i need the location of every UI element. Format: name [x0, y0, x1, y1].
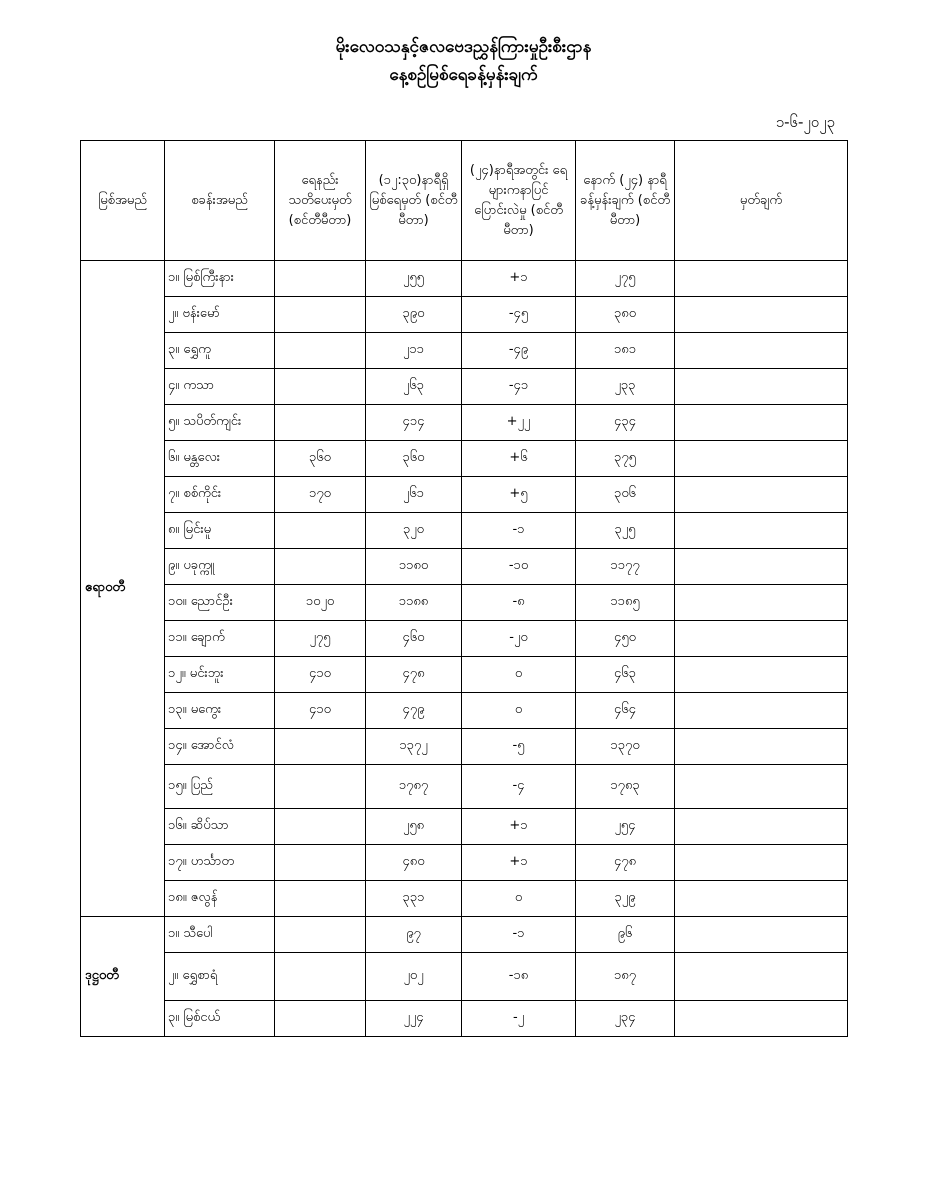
station-cell: ၈။ မြင်းမူ	[165, 513, 275, 549]
change-cell: -၄၅	[462, 297, 576, 333]
observed-level-cell: ၃၉၀	[366, 297, 462, 333]
observed-level-cell: ၂၅၅	[366, 261, 462, 297]
station-cell: ၁၈။ ဇလွန်	[165, 881, 275, 917]
danger-level-cell: ၁၇၀	[275, 477, 366, 513]
observed-level-cell: ၂၆၃	[366, 369, 462, 405]
table-row	[81, 441, 848, 477]
station-cell: ၃။ မြစ်ငယ်	[165, 1001, 275, 1037]
forecast-cell: ၉၆	[576, 917, 675, 953]
danger-level-cell	[275, 881, 366, 917]
header-change-24h: (၂၄)နာရီအတွင်း ရေများကနာပြင် ပြောင်းလဲမှု (စင်တီမီတာ)	[462, 141, 576, 261]
remarks-cell	[675, 333, 848, 369]
station-cell: ၅။ သပိတ်ကျင်း	[165, 405, 275, 441]
table-row	[81, 549, 848, 585]
station-cell: ၇။ စစ်ကိုင်း	[165, 477, 275, 513]
table-row	[81, 405, 848, 441]
table-row	[81, 513, 848, 549]
remarks-cell	[675, 657, 848, 693]
observed-level-cell: ၃၃၁	[366, 881, 462, 917]
remarks-cell	[675, 729, 848, 765]
forecast-cell: ၁၁၇၇	[576, 549, 675, 585]
station-cell: ၁၇။ ဟင်္သာတ	[165, 845, 275, 881]
table-row	[81, 809, 848, 845]
report-date: ၁-၆-၂၀၂၃	[775, 113, 835, 131]
station-cell: ၁၂။ မင်းဘူး	[165, 657, 275, 693]
remarks-cell	[675, 693, 848, 729]
danger-level-cell: ၄၁၀	[275, 693, 366, 729]
forecast-cell: ၄၇၈	[576, 845, 675, 881]
danger-level-cell	[275, 369, 366, 405]
table-row	[81, 477, 848, 513]
header-station: စခန်းအမည်	[165, 141, 275, 261]
observed-level-cell: ၄၇၉	[366, 693, 462, 729]
observed-level-cell: ၁၇၈၇	[366, 765, 462, 809]
danger-level-cell	[275, 333, 366, 369]
table-row	[81, 333, 848, 369]
change-cell: -၄၁	[462, 369, 576, 405]
danger-level-cell	[275, 765, 366, 809]
remarks-cell	[675, 585, 848, 621]
remarks-cell	[675, 845, 848, 881]
forecast-cell: ၁၁၈၅	[576, 585, 675, 621]
danger-level-cell	[275, 513, 366, 549]
report-title: မိုးလေဝသနှင့်ဇလဗေဒညွှန်ကြားမှုဦးစီးဌာန	[335, 37, 592, 57]
remarks-cell	[675, 513, 848, 549]
remarks-cell	[675, 261, 848, 297]
forecast-cell: ၄၃၄	[576, 405, 675, 441]
remarks-cell	[675, 549, 848, 585]
observed-level-cell: ၁၁၈၈	[366, 585, 462, 621]
danger-level-cell	[275, 729, 366, 765]
change-cell: -၂၀	[462, 621, 576, 657]
change-cell: ၀	[462, 657, 576, 693]
forecast-cell: ၃၈၀	[576, 297, 675, 333]
forecast-cell: ၃၀၆	[576, 477, 675, 513]
change-cell: -၄	[462, 765, 576, 809]
danger-level-cell	[275, 917, 366, 953]
remarks-cell	[675, 405, 848, 441]
river-level-table	[80, 140, 848, 1037]
station-cell: ၁။ သီပေါ	[165, 917, 275, 953]
forecast-cell: ၄၅၀	[576, 621, 675, 657]
remarks-cell	[675, 369, 848, 405]
remarks-cell	[675, 621, 848, 657]
remarks-cell	[675, 297, 848, 333]
table-row	[81, 693, 848, 729]
danger-level-cell	[275, 1001, 366, 1037]
change-cell: ၀	[462, 693, 576, 729]
observed-level-cell: ၉၇	[366, 917, 462, 953]
danger-level-cell: ၃၆၀	[275, 441, 366, 477]
forecast-cell: ၃၂၉	[576, 881, 675, 917]
danger-level-cell	[275, 549, 366, 585]
observed-level-cell: ၂၁၁	[366, 333, 462, 369]
table-row	[81, 1001, 848, 1037]
table-row	[81, 917, 848, 953]
danger-level-cell: ၄၁၀	[275, 657, 366, 693]
danger-level-cell	[275, 261, 366, 297]
station-cell: ၂။ ရွှေစာရံ	[165, 953, 275, 1001]
change-cell: +၁	[462, 261, 576, 297]
station-cell: ၁၀။ ညောင်ဦး	[165, 585, 275, 621]
observed-level-cell: ၄၈၀	[366, 845, 462, 881]
table-row	[81, 657, 848, 693]
observed-level-cell: ၁၃၇၂	[366, 729, 462, 765]
observed-level-cell: ၁၁၈၀	[366, 549, 462, 585]
danger-level-cell	[275, 845, 366, 881]
station-cell: ၆။ မန္တလေး	[165, 441, 275, 477]
change-cell: -၁၈	[462, 953, 576, 1001]
table-row	[81, 953, 848, 1001]
change-cell: +၁	[462, 809, 576, 845]
change-cell: -၁	[462, 917, 576, 953]
river-name-cell: ဒုဋ္ဌဝတီ	[81, 917, 165, 1037]
table-row	[81, 621, 848, 657]
observed-level-cell: ၃၆၀	[366, 441, 462, 477]
forecast-cell: ၁၇၈၃	[576, 765, 675, 809]
forecast-cell: ၂၃၃	[576, 369, 675, 405]
remarks-cell	[675, 477, 848, 513]
danger-level-cell	[275, 405, 366, 441]
header-danger-level: ရေနည်း သတိပေးမှတ် (စင်တီမီတာ)	[275, 141, 366, 261]
forecast-cell: ၁၃၇၀	[576, 729, 675, 765]
remarks-cell	[675, 441, 848, 477]
change-cell: -၅	[462, 729, 576, 765]
change-cell: -၈	[462, 585, 576, 621]
table-row	[81, 845, 848, 881]
table-row	[81, 765, 848, 809]
forecast-cell: ၁၈၁	[576, 333, 675, 369]
remarks-cell	[675, 765, 848, 809]
danger-level-cell	[275, 297, 366, 333]
forecast-cell: ၁၈၇	[576, 953, 675, 1001]
station-cell: ၁၃။ မကွေး	[165, 693, 275, 729]
table-row	[81, 369, 848, 405]
table-body	[81, 261, 848, 1037]
remarks-cell	[675, 881, 848, 917]
header-row	[81, 141, 848, 261]
observed-level-cell: ၂၅၈	[366, 809, 462, 845]
observed-level-cell: ၂၆၁	[366, 477, 462, 513]
forecast-cell: ၄၆၄	[576, 693, 675, 729]
change-cell: -၂	[462, 1001, 576, 1037]
station-cell: ၁၅။ ပြည်	[165, 765, 275, 809]
header-observed: (၁၂:၃၀)နာရီရှိ မြစ်ရေမှတ် (စင်တီမီတာ)	[366, 141, 462, 261]
change-cell: +၂၂	[462, 405, 576, 441]
forecast-cell: ၃၂၅	[576, 513, 675, 549]
danger-level-cell	[275, 809, 366, 845]
table-row	[81, 261, 848, 297]
report-subtitle: နေ့စဉ်မြစ်ရေခန့်မှန်းချက်	[389, 65, 538, 85]
forecast-cell: ၃၇၅	[576, 441, 675, 477]
danger-level-cell: ၁၀၂၀	[275, 585, 366, 621]
remarks-cell	[675, 809, 848, 845]
forecast-cell: ၄၆၃	[576, 657, 675, 693]
station-cell: ၁၄။ အောင်လံ	[165, 729, 275, 765]
observed-level-cell: ၄၇၈	[366, 657, 462, 693]
observed-level-cell: ၄၆၀	[366, 621, 462, 657]
danger-level-cell: ၂၇၅	[275, 621, 366, 657]
observed-level-cell: ၃၂၀	[366, 513, 462, 549]
change-cell: +၁	[462, 845, 576, 881]
station-cell: ၉။ ပခုက္ကူ	[165, 549, 275, 585]
remarks-cell	[675, 1001, 848, 1037]
change-cell: ၀	[462, 881, 576, 917]
table-row	[81, 729, 848, 765]
header-forecast: နောက် (၂၄) နာရီ ခန့်မှန်းချက် (စင်တီမီတာ)	[576, 141, 675, 261]
table-row	[81, 881, 848, 917]
observed-level-cell: ၂၂၄	[366, 1001, 462, 1037]
forecast-cell: ၂၇၅	[576, 261, 675, 297]
forecast-cell: ၂၃၄	[576, 1001, 675, 1037]
observed-level-cell: ၂၀၂	[366, 953, 462, 1001]
station-cell: ၁။ မြစ်ကြီးနား	[165, 261, 275, 297]
table-row	[81, 297, 848, 333]
station-cell: ၁၁။ ချောက်	[165, 621, 275, 657]
header-remarks: မှတ်ချက်	[675, 141, 848, 261]
station-cell: ၃။ ရွှေကူ	[165, 333, 275, 369]
station-cell: ၂။ ဗန်းမော်	[165, 297, 275, 333]
change-cell: -၁၀	[462, 549, 576, 585]
river-name-cell: ဧရာဝတီ	[81, 261, 165, 917]
forecast-cell: ၂၅၄	[576, 809, 675, 845]
remarks-cell	[675, 953, 848, 1001]
change-cell: +၆	[462, 441, 576, 477]
remarks-cell	[675, 917, 848, 953]
danger-level-cell	[275, 953, 366, 1001]
station-cell: ၁၆။ ဆိပ်သာ	[165, 809, 275, 845]
header-river: မြစ်အမည်	[81, 141, 165, 261]
table-row	[81, 585, 848, 621]
change-cell: -၄၉	[462, 333, 576, 369]
observed-level-cell: ၄၁၄	[366, 405, 462, 441]
change-cell: -၁	[462, 513, 576, 549]
station-cell: ၄။ ကသာ	[165, 369, 275, 405]
change-cell: +၅	[462, 477, 576, 513]
